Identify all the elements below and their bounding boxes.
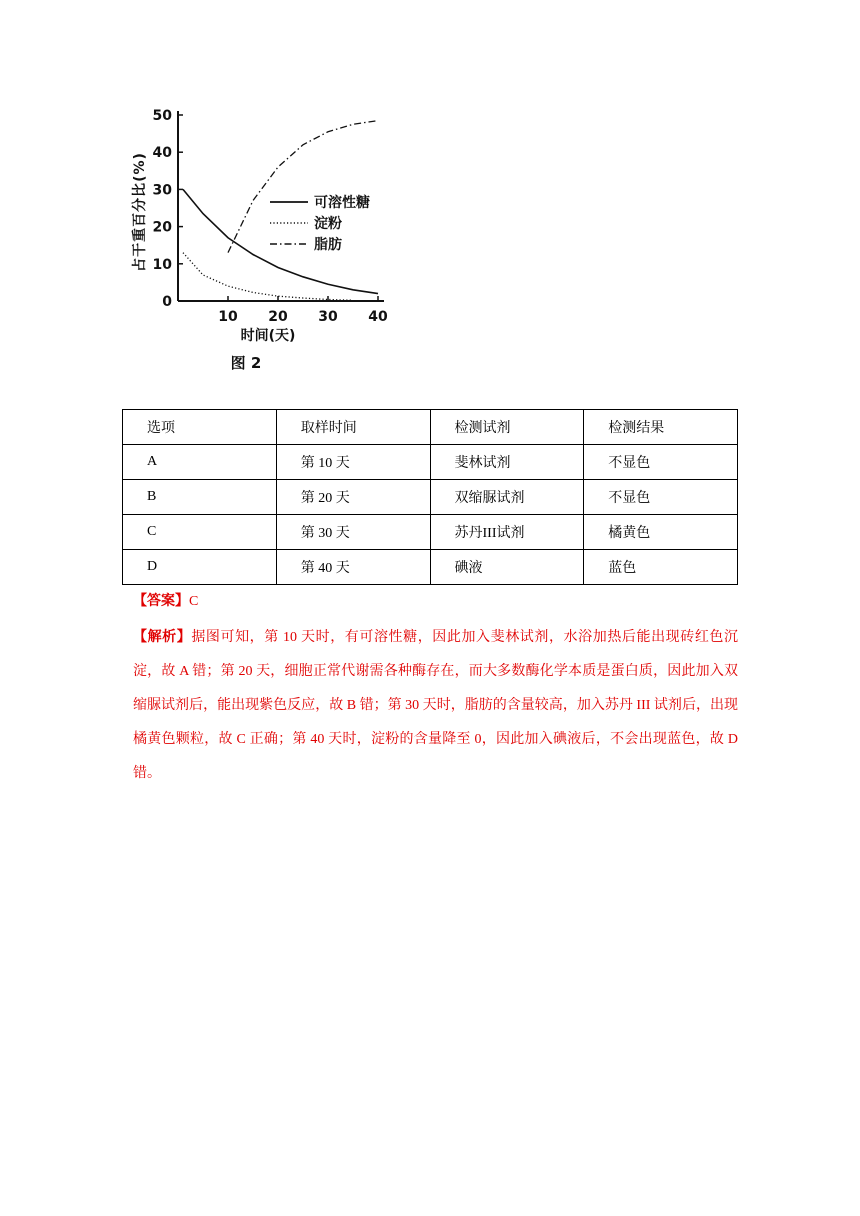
analysis-label: 【解析】 bbox=[133, 630, 192, 645]
y-tick-label: 50 bbox=[152, 108, 172, 124]
table-cell: 苏丹III试剂 bbox=[430, 515, 584, 550]
x-tick-label: 30 bbox=[318, 309, 338, 325]
answer-label: 【答案】 bbox=[133, 594, 189, 609]
table-cell: 橘黄色 bbox=[584, 515, 738, 550]
series-line bbox=[183, 253, 353, 301]
table-cell: 不显色 bbox=[584, 445, 738, 480]
y-tick-label: 0 bbox=[162, 294, 172, 310]
line-chart bbox=[120, 100, 400, 380]
chart-axes bbox=[153, 108, 388, 325]
table-cell: 第 40 天 bbox=[276, 550, 430, 585]
table-cell: A bbox=[123, 445, 277, 480]
y-tick-label: 20 bbox=[152, 219, 172, 236]
table-row bbox=[123, 515, 738, 550]
table-cell: 检测结果 bbox=[584, 410, 738, 445]
table-row bbox=[123, 480, 738, 515]
table-cell: 双缩脲试剂 bbox=[430, 480, 584, 515]
table-cell: 蓝色 bbox=[584, 550, 738, 585]
answer-value: C bbox=[189, 594, 199, 609]
table-cell: 第 20 天 bbox=[276, 480, 430, 515]
table-cell: C bbox=[123, 515, 277, 550]
table-cell: D bbox=[123, 550, 277, 585]
table-row bbox=[123, 550, 738, 585]
x-tick-label: 20 bbox=[268, 309, 288, 325]
y-tick-label: 30 bbox=[152, 182, 172, 199]
table-cell: 第 10 天 bbox=[276, 445, 430, 480]
chart-legend bbox=[270, 194, 370, 253]
table-cell: 斐林试剂 bbox=[430, 445, 584, 480]
options-table bbox=[122, 409, 738, 585]
y-tick-label: 10 bbox=[152, 256, 172, 273]
table-header-row bbox=[123, 410, 738, 445]
figure-caption: 图 2 bbox=[230, 354, 262, 372]
y-tick-label: 40 bbox=[152, 145, 172, 162]
x-axis-label: 时间(天) bbox=[240, 328, 296, 344]
table-row bbox=[123, 445, 738, 480]
table-cell: 碘液 bbox=[430, 550, 584, 585]
series-line bbox=[228, 121, 378, 253]
legend-label: 可溶性糖 bbox=[314, 195, 370, 211]
x-tick-label: 40 bbox=[368, 309, 388, 325]
analysis-paragraph bbox=[133, 621, 738, 791]
answer-line bbox=[133, 590, 198, 610]
table-cell: 取样时间 bbox=[276, 410, 430, 445]
legend-label: 脂肪 bbox=[314, 237, 342, 253]
table-cell: 检测试剂 bbox=[430, 410, 584, 445]
figure bbox=[120, 100, 400, 380]
table-cell: B bbox=[123, 480, 277, 515]
table-cell: 第 30 天 bbox=[276, 515, 430, 550]
legend-label: 淀粉 bbox=[314, 216, 342, 232]
x-tick-label: 10 bbox=[218, 309, 238, 325]
table-cell: 选项 bbox=[123, 410, 277, 445]
y-axis-label: 占干重百分比(%) bbox=[132, 152, 148, 272]
analysis-text: 据图可知，第 10 天时，有可溶性糖，因此加入斐林试剂，水浴加热后能出现砖红色沉淀，故 A 错；第 20 天，细胞正常代谢需各种酶存在，而大多数酶化学本质是蛋白质，因此加入双缩脲试剂后，能出现紫色反应，故 B 错；第 30 天时，脂肪的含量较高，加入苏丹 III 试剂后，出现橘黄色颗粒，故 C 正确；第 40 天时，淀粉的含量降至 0，因此加入碘液后，不会出现蓝色，故 D 错。 bbox=[133, 630, 739, 781]
table-cell: 不显色 bbox=[584, 480, 738, 515]
